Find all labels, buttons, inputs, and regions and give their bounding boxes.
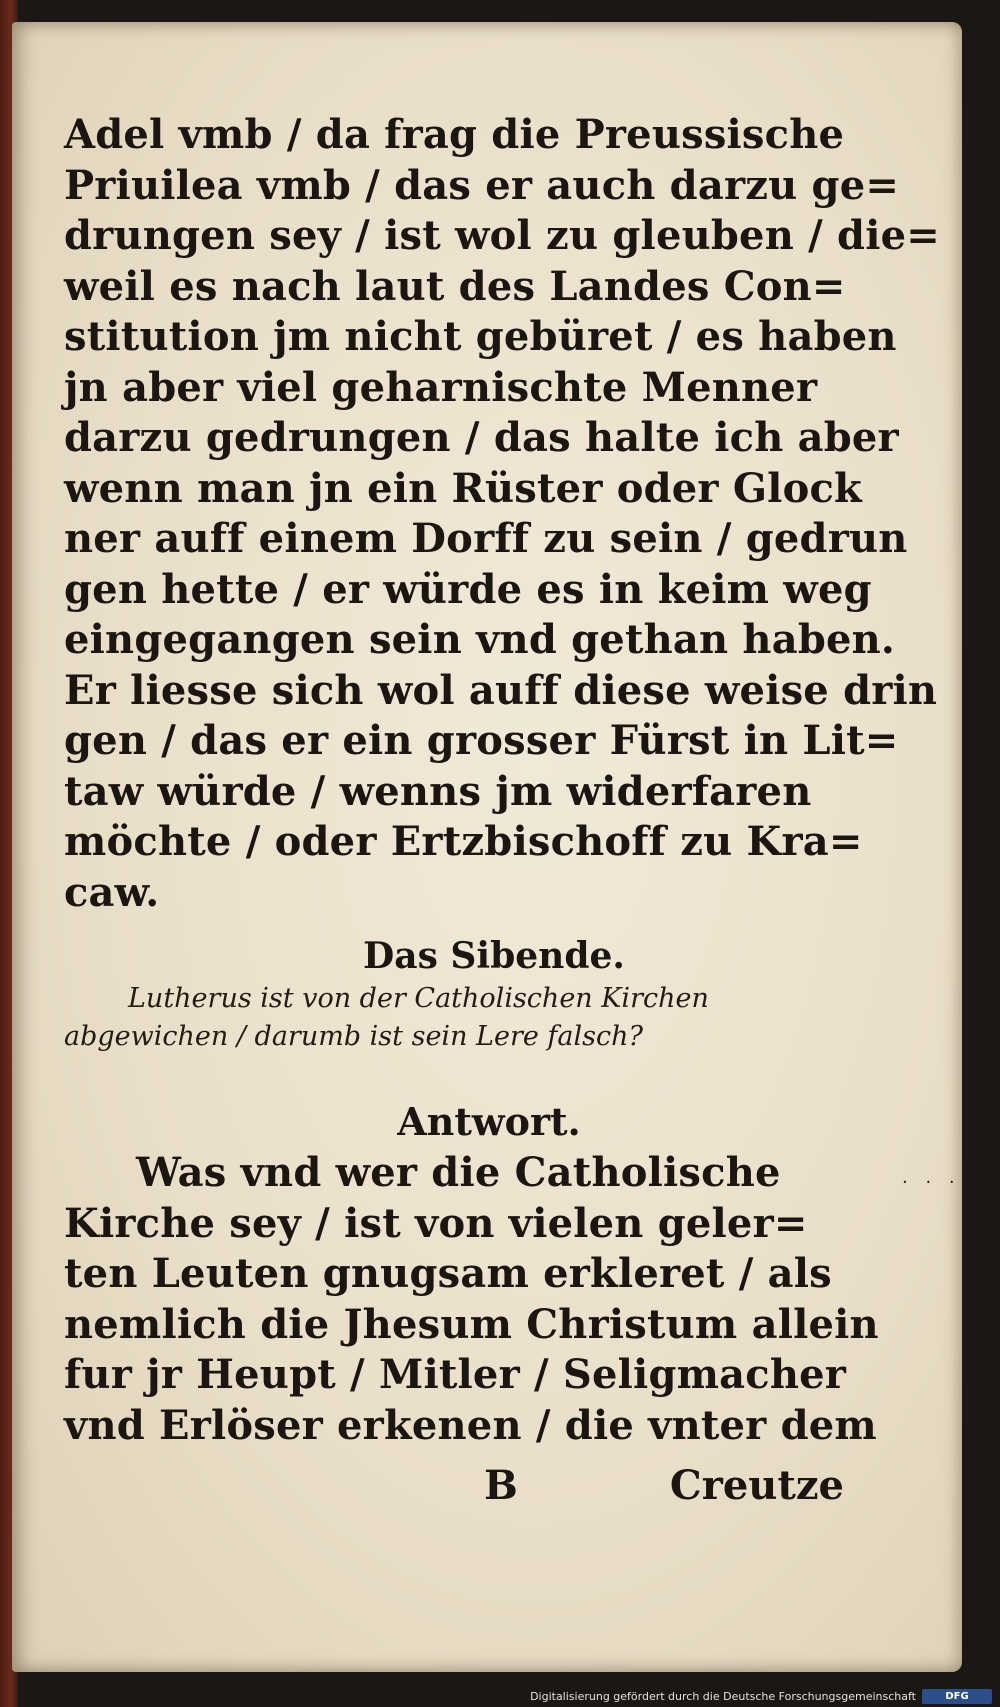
page-footer	[64, 1462, 844, 1522]
answer-heading: Antwort.	[397, 1099, 581, 1144]
text-line: möchte / oder Ertzbischoff zu Kra=	[64, 818, 863, 865]
ink-specks: · · ·	[902, 1172, 961, 1193]
text-line: Priuilea vmb / das er auch darzu ge=	[64, 161, 900, 209]
text-line: gen / das er ein grosser Fürst in Lit=	[64, 717, 899, 764]
dfg-logo: DFG	[922, 1689, 992, 1704]
text-line: darzu gedrungen / das halte ich aber	[64, 414, 899, 461]
text-line: caw.	[64, 868, 160, 916]
text-line: jn aber viel geharnischte Menner	[64, 363, 818, 411]
text-line: drungen sey / ist wol zu gleuben / die=	[64, 212, 940, 259]
text-line: fur jr Heupt / Mitler / Seligmacher	[64, 1351, 847, 1398]
text-line: wenn man jn ein Rüster oder Glock	[64, 464, 862, 512]
section-summary-line: Lutherus ist von der Catholischen Kirchen	[128, 983, 709, 1014]
signature-mark: B	[484, 1462, 518, 1509]
digitization-credit: Digitalisierung gefördert durch die Deutsche Forschungsgemeinschaft	[530, 1690, 916, 1703]
text-line: weil es nach laut des Landes Con=	[64, 262, 846, 310]
text-line: ner auff einem Dorff zu sein / gedrun	[64, 515, 908, 562]
catchword: Creutze	[669, 1462, 844, 1509]
text-line: ten Leuten gnugsam erkleret / als	[64, 1250, 832, 1297]
section-summary-line: abgewichen / darumb ist sein Lere falsch?	[64, 1021, 643, 1052]
book-page	[12, 22, 962, 1672]
section-heading: Das Sibende.	[363, 935, 625, 977]
text-line: Adel vmb / da frag die Preussische	[64, 111, 845, 158]
page-text	[64, 110, 940, 1451]
text-line: taw würde / wenns jm widerfaren	[64, 767, 812, 815]
text-line: Was vnd wer die Catholische	[136, 1149, 781, 1196]
text-line: nemlich die Jhesum Christum allein	[64, 1300, 879, 1348]
text-line: stitution jm nicht gebüret / es haben	[64, 313, 897, 360]
text-line: eingegangen sein vnd gethan haben.	[64, 616, 896, 663]
text-line: Er liesse sich wol auff diese weise drin	[64, 666, 938, 714]
text-line: gen hette / er würde es in keim weg	[64, 565, 872, 613]
text-line: vnd Erlöser erkenen / die vnter dem	[64, 1401, 877, 1449]
text-line: Kirche sey / ist von vielen geler=	[64, 1199, 808, 1247]
